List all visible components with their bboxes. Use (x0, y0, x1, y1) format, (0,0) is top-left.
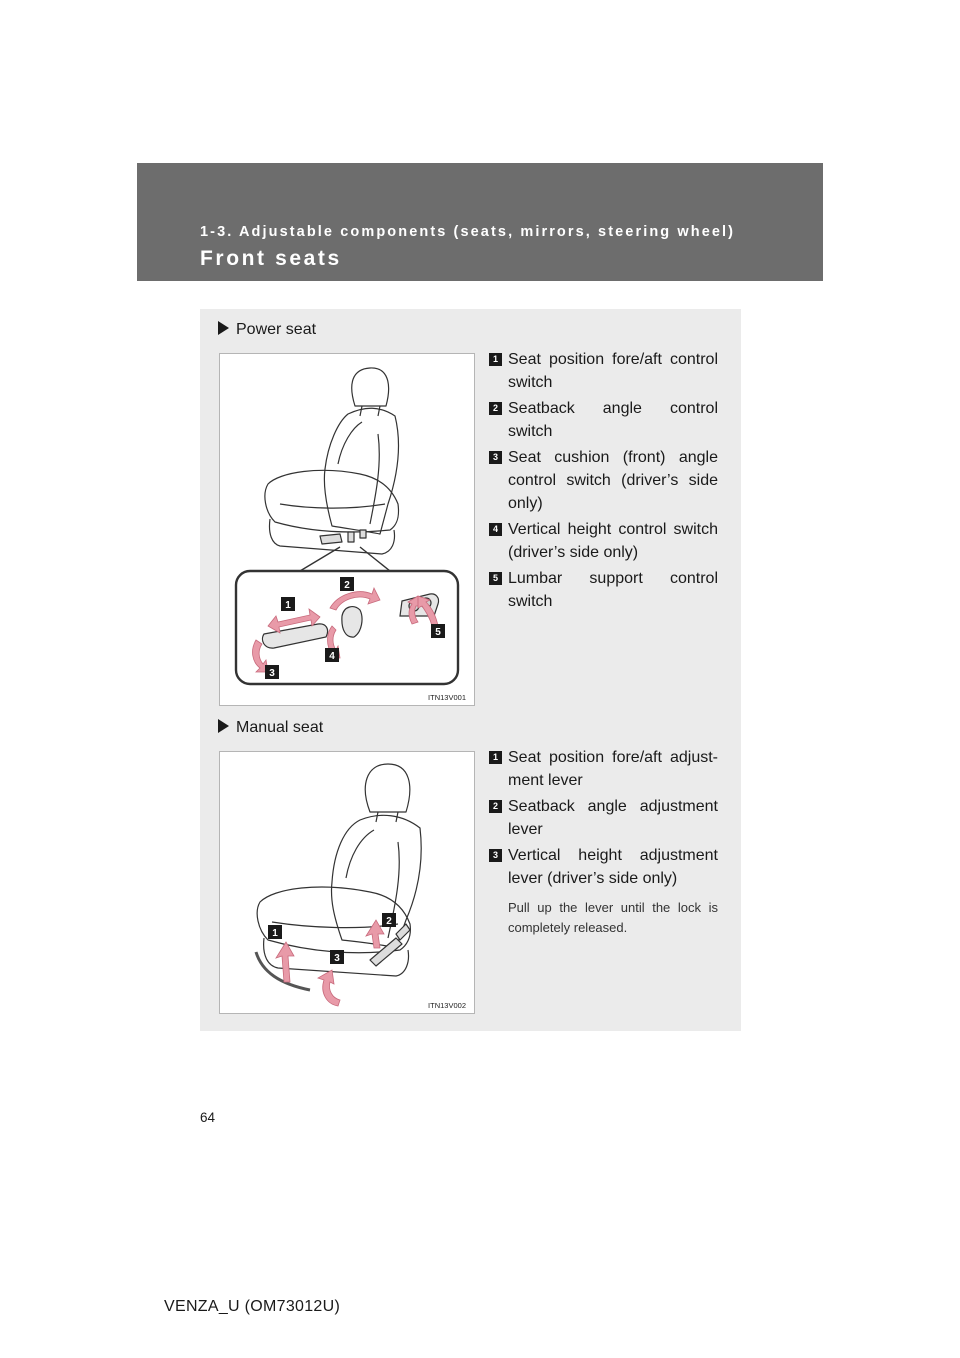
list-item-text: Seat position fore/aft control switch (508, 351, 718, 391)
figure-code: ITN13V001 (428, 693, 466, 702)
manual-seat-heading (218, 719, 323, 737)
number-badge: 2 (489, 800, 502, 813)
list-item-text: Lumbar support control switch (508, 570, 718, 610)
triangle-bullet-icon (218, 321, 229, 335)
svg-text:2: 2 (386, 916, 392, 927)
number-badge: 1 (489, 353, 502, 366)
seatback-switch (342, 607, 362, 637)
number-badge: 3 (489, 451, 502, 464)
power-seat-illustration (220, 354, 476, 707)
manual-seat-heading-text: Manual seat (236, 719, 324, 736)
power-seat-heading-text: Power seat (236, 321, 317, 338)
svg-text:3: 3 (334, 953, 340, 964)
power-seat-heading (218, 321, 316, 339)
manual-seat-illustration (220, 752, 476, 1015)
list-item (489, 518, 718, 564)
list-item (489, 397, 718, 443)
triangle-bullet-icon (218, 719, 229, 733)
svg-text:1: 1 (285, 600, 291, 611)
page-number: 64 (200, 1110, 216, 1125)
svg-text:2: 2 (344, 580, 350, 591)
number-badge: 1 (489, 751, 502, 764)
list-item (489, 844, 718, 890)
list-item-text: Vertical height control switch (driver’s side only) (508, 521, 718, 561)
power-seat-list (489, 348, 718, 616)
list-item (489, 567, 718, 613)
manual-seat-figure (219, 751, 475, 1014)
seatback-lever (396, 924, 410, 940)
manual-seat-list (489, 746, 718, 893)
footer-code: VENZA_U (OM73012U) (164, 1298, 341, 1315)
page-title: Front seats (200, 247, 342, 270)
list-item (489, 446, 718, 515)
figure-code: ITN13V002 (428, 1001, 466, 1010)
number-badge: 4 (489, 523, 502, 536)
lever-note: Pull up the lever until the lock is completely released. (508, 900, 718, 935)
svg-text:1: 1 (272, 928, 278, 939)
fore-aft-arrow (276, 942, 294, 982)
list-item-text: Seat cushion (front) angle control switch (driver’s side only) (508, 449, 718, 512)
svg-text:4: 4 (329, 651, 335, 662)
number-badge: 5 (489, 572, 502, 585)
power-seat-figure (219, 353, 475, 706)
section-title: 1-3. Adjustable components (seats, mirrors, steering wheel) (200, 224, 736, 240)
height-arrow (318, 970, 340, 1006)
headrest-shape (352, 368, 389, 406)
svg-text:5: 5 (435, 627, 441, 638)
list-item-text: Seatback angle control switch (508, 400, 718, 440)
list-item (489, 795, 718, 841)
number-badge: 2 (489, 402, 502, 415)
svg-text:3: 3 (269, 668, 275, 679)
number-badge: 3 (489, 849, 502, 862)
list-item (489, 348, 718, 394)
list-item-text: Vertical height adjustment lever (driver’s side only) (508, 847, 718, 887)
headrest-shape (365, 764, 409, 812)
list-item-text: Seat position fore/aft adjust-ment lever (508, 749, 718, 789)
list-item-text: Seatback angle adjustment lever (508, 798, 718, 838)
list-item (489, 746, 718, 792)
